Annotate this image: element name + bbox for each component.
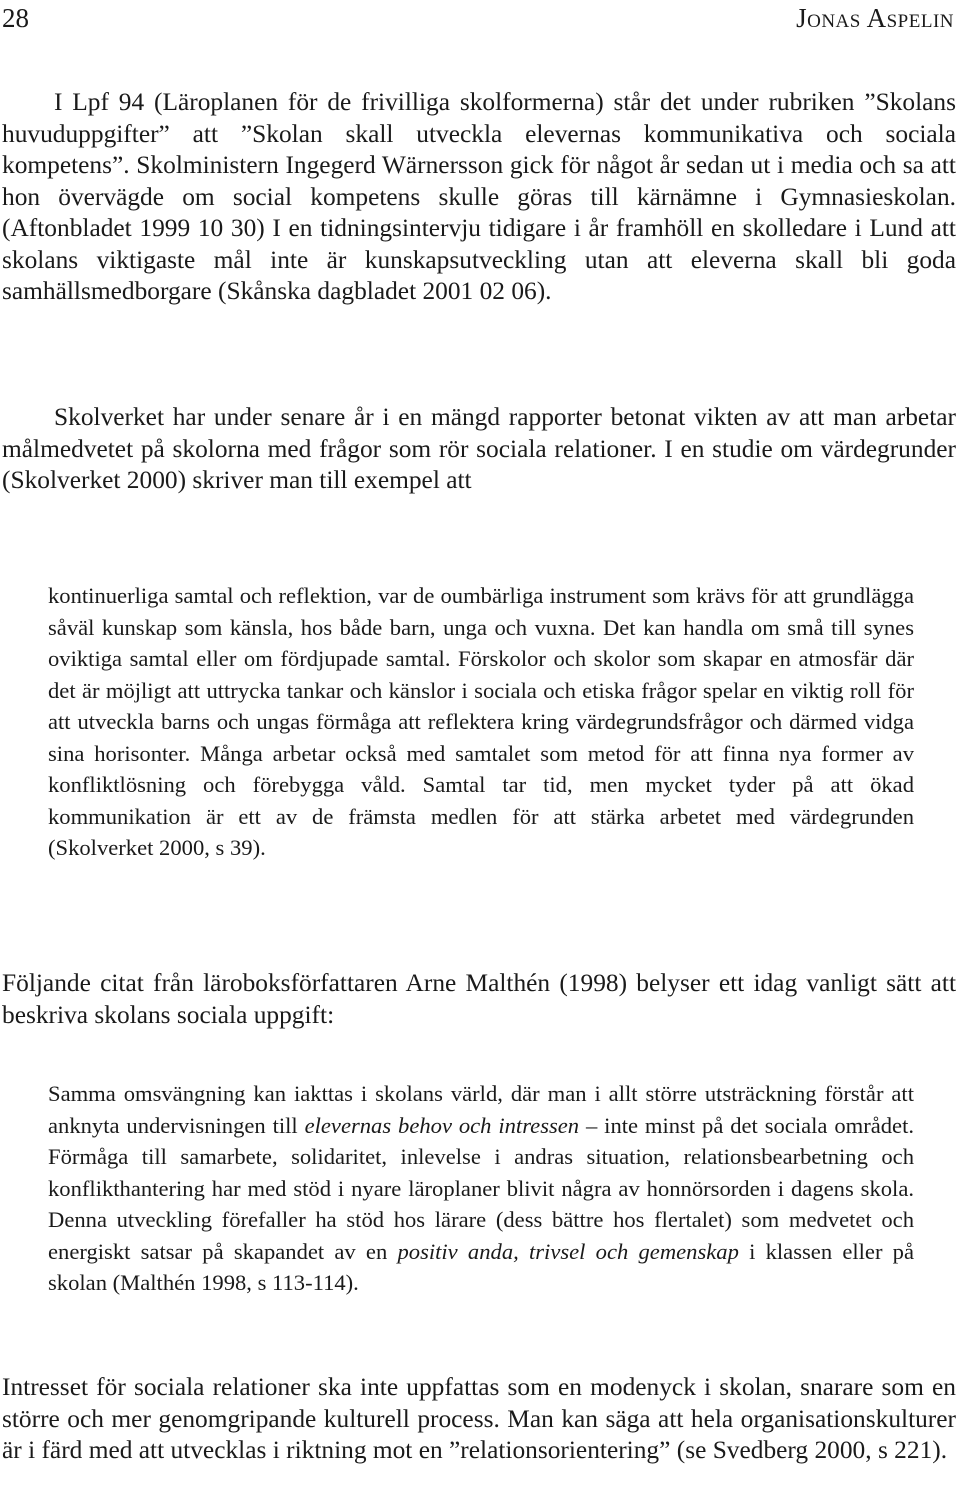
quote-text: – inte minst på det sociala området. Förmåga till samarbete, solidaritet, inlevelse i andras situation, relationsbearbetning och konflikthantering har med stöd i nyare läroplaner blivit några av honnörsorden i dagens skola. Denna utveckling förefaller ha stöd hos lärare (dess bättre hos flertalet) som medvetet och energiskt satsar på skapandet av en xyxy=(48,1112,914,1264)
running-head-author: Jonas Aspelin xyxy=(796,3,954,33)
paragraph-skolverket: Skolverket har under senare år i en mängd rapporter betonat vikten av att man arbetar målmedvetet på skolorna med frågor som rör sociala relationer. I en studie om värdegrunder (Skolverket 2000) skriver man till exempel att xyxy=(2,403,956,494)
paragraph-lpf94: I Lpf 94 (Läroplanen för de frivilliga skolformerna) står det under rubriken ”Skolans huvuduppgifter” att ”Skolan skall utveckla elevernas kommunikativa och sociala kompetens”. Skolministern Ingegerd Wärnersson gick för något år sedan ut i media och sa att hon övervägde om social kompetens skulle göras till kärnämne i Gymnasieskolan. (Aftonbladet 1999 10 30) I en tidningsintervju tidigare i år framhöll en skolledare i Lund att skolans viktigaste mål inte är kunskapsutveckling utan att eleverna skall bli goda samhällsmedborgare (Skånska dagbladet 2001 02 06). xyxy=(2,88,956,305)
quote-emphasis: elevernas behov och intressen xyxy=(304,1112,580,1138)
page-number: 28 xyxy=(2,3,29,33)
block-quote-malthen xyxy=(48,1078,914,1299)
quote-emphasis: positiv anda, trivsel och gemenskap xyxy=(397,1238,739,1264)
paragraph-malthen-intro: Följande citat från läroboksförfattaren Arne Malthén (1998) belyser ett idag vanligt sätt att beskriva skolans sociala uppgift: xyxy=(2,969,956,1029)
quote-text: Samma omsvängning kan iakttas i skolans värld, där man i allt större utsträckning förstår att anknyta undervisningen till xyxy=(48,1081,914,1138)
block-quote-skolverket: kontinuerliga samtal och reflektion, var de oumbärliga instrument som krävs för att grundlägga såväl kunskap som känsla, hos både barn, unga och vuxna. Det kan handla om små till synes oviktiga samtal eller om fördjupade samtal. Förskolor och skolor som skapar en atmosfär där det är möjligt att uttrycka tankar och känslor i sociala och etiska frågor spelar en viktig roll för att utveckla barns och ungas förmåga att reflektera kring värdegrundsfrågor och därmed vidga sina horisonter. Många arbetar också med samtalet som metod för att finna nya former av konfliktlösning och förebygga våld. Samtal tar tid, men mycket tyder på att ökad kommunikation är ett av de främsta medlen för att stärka arbetet med värdegrunden (Skolverket 2000, s 39). xyxy=(48,583,914,860)
page-header xyxy=(0,0,960,40)
quote-text: i klassen eller på skolan (Malthén 1998, s 113-114). xyxy=(48,1238,915,1295)
paragraph-relations: Intresset för sociala relationer ska inte uppfattas som en modenyck i skolan, snarare som en större och mer genomgripande kulturell process. Man kan säga att hela organisationskulturer är i färd med att utvecklas i riktning mot en ”relationsorientering” (se Svedberg 2000, s 221). xyxy=(2,1373,956,1464)
